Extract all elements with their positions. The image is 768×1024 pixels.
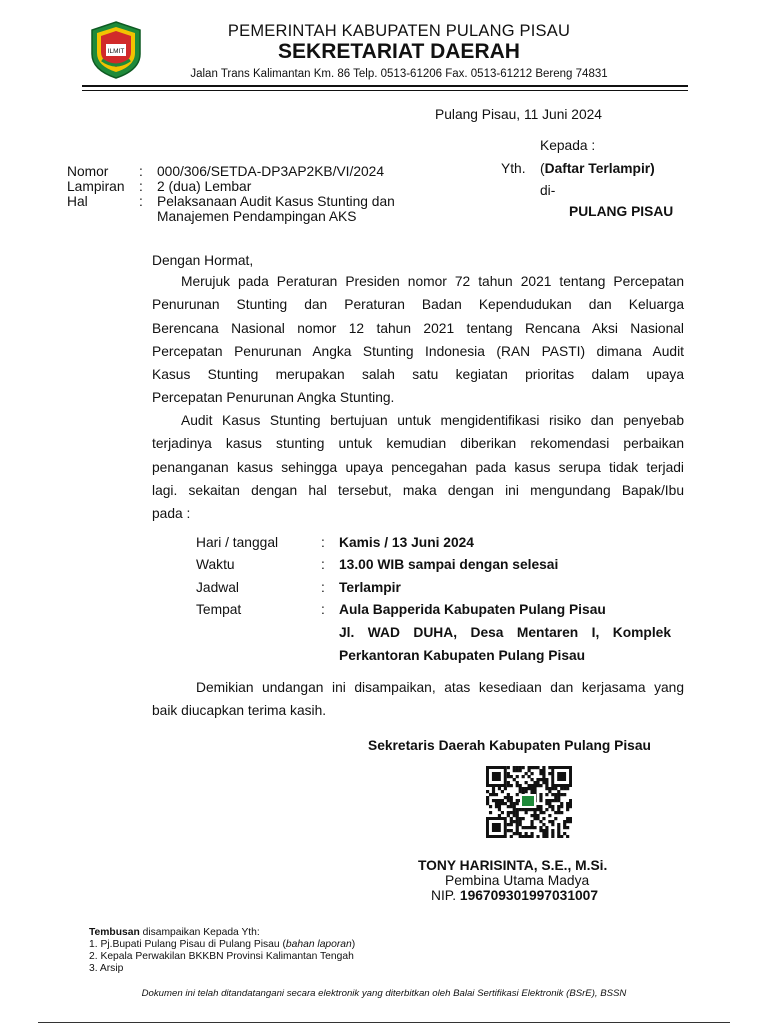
meta-hal-value-line2: Manajemen Pendampingan AKS bbox=[157, 209, 357, 224]
footer-rule bbox=[38, 1022, 730, 1023]
nip-label: NIP. bbox=[431, 888, 460, 903]
recipient-yth: Yth. bbox=[501, 161, 526, 176]
detail-date-label: Hari / tanggal bbox=[196, 535, 279, 550]
meta-hal-colon: : bbox=[139, 194, 143, 209]
cc-title-bold: Tembusan bbox=[89, 927, 140, 938]
letterhead-rule-thin bbox=[82, 90, 688, 91]
detail-venue-value: Aula Bapperida Kabupaten Pulang Pisau bbox=[339, 602, 606, 617]
meta-hal-label: Hal bbox=[67, 194, 88, 209]
detail-date-colon: : bbox=[321, 535, 325, 550]
detail-venue-address: Jl. WAD DUHA, Desa Mentaren I, Komplek bbox=[339, 625, 671, 640]
paragraph-1 bbox=[152, 270, 684, 410]
paragraph-2-line: pada : bbox=[152, 506, 191, 522]
recipient-di: di- bbox=[540, 183, 556, 198]
detail-time-label: Waktu bbox=[196, 557, 235, 572]
detail-date-value: Kamis / 13 Juni 2024 bbox=[339, 535, 474, 550]
cc-item-3: 3. Arsip bbox=[89, 963, 124, 974]
meta-lampiran-value: 2 (dua) Lembar bbox=[157, 179, 252, 194]
nip-value: 196709301997031007 bbox=[459, 888, 599, 903]
qr-code-icon bbox=[486, 766, 572, 838]
recipient-open-paren: ( bbox=[540, 161, 545, 176]
greeting: Dengan Hormat, bbox=[152, 253, 254, 268]
letterhead-office: SEKRETARIAT DAERAH bbox=[278, 40, 520, 63]
paragraph-1-line: Percepatan Penurunan Angka Stunting. bbox=[152, 390, 395, 406]
paragraph-2-line: lagi. sekaitan dengan hal tersebut, maka dengan ini mengundang Bapak/Ibu bbox=[152, 482, 684, 498]
letter-date: Pulang Pisau, 11 Juni 2024 bbox=[435, 107, 602, 122]
paragraph-1-line: Percepatan Penurunan Angka Stunting Indonesia (RAN PASTI) dimana Audit bbox=[152, 343, 684, 359]
paragraph-1-line: Berencana Nasional nomor 12 tahun 2021 tentang Rencana Aksi Nasional bbox=[152, 320, 684, 336]
cc-item-1-italic: bahan laporan bbox=[285, 939, 352, 950]
paragraph-2-line: Audit Kasus Stunting bertujuan untuk mengidentifikasi risiko dan penyebab bbox=[181, 413, 684, 428]
cc-item-1-text: 1. Pj.Bupati Pulang Pisau di Pulang Pisau ( bbox=[89, 939, 286, 950]
paragraph-2 bbox=[152, 409, 684, 525]
cc-item-2: 2. Kepala Perwakilan BKKBN Provinsi Kalimantan Tengah bbox=[89, 951, 354, 962]
meta-lampiran-colon: : bbox=[139, 179, 143, 194]
meta-nomor-label: Nomor bbox=[67, 164, 109, 179]
signatory-rank: Pembina Utama Madya bbox=[445, 873, 590, 888]
recipient-place: PULANG PISAU bbox=[569, 204, 674, 219]
paragraph-2-line: terjadinya kasus stunting untuk kemudian diberikan rekomendasi perbaikan bbox=[152, 436, 684, 452]
detail-schedule-colon: : bbox=[321, 580, 325, 595]
paragraph-1-line: Penurunan Stunting dan Peraturan Badan Kependudukan dan Keluarga bbox=[152, 297, 684, 313]
letterhead-address: Jalan Trans Kalimantan Km. 86 Telp. 0513-61206 Fax. 0513-61212 Bereng 74831 bbox=[190, 68, 608, 80]
paragraph-1-line: Kasus Stunting merupakan salah satu kegiatan prioritas dalam upaya bbox=[152, 367, 684, 383]
closing-line: baik diucapkan terima kasih. bbox=[152, 703, 327, 719]
paragraph-2-line: penanganan kasus sehingga upaya pencegahan pada kasus serupa tidak terjadi bbox=[152, 459, 684, 475]
signatory-name: TONY HARISINTA, S.E., M.Si. bbox=[418, 858, 608, 873]
emblem-text: ILMIT bbox=[107, 48, 125, 55]
cc-item-1 bbox=[89, 939, 355, 951]
cc-title bbox=[89, 927, 260, 939]
e-signature-footer: Dokumen ini telah ditandatangani secara elektronik yang diterbitkan oleh Balai Sertifikasi Elektronik (BSrE), BSSN bbox=[141, 988, 627, 999]
detail-time-colon: : bbox=[321, 557, 325, 572]
meta-nomor-value: 000/306/SETDA-DP3AP2KB/VI/2024 bbox=[157, 164, 385, 179]
detail-time-value: 13.00 WIB sampai dengan selesai bbox=[339, 557, 559, 572]
detail-venue-label: Tempat bbox=[196, 602, 242, 617]
closing-paragraph bbox=[152, 676, 684, 723]
recipient-list bbox=[540, 160, 655, 177]
cc-title-rest: disampaikan Kepada Yth: bbox=[139, 927, 260, 938]
detail-schedule-value: Terlampir bbox=[339, 580, 401, 595]
paragraph-1-line: Merujuk pada Peraturan Presiden nomor 72 tahun 2021 tentang Percepatan bbox=[181, 274, 684, 289]
letterhead-government: PEMERINTAH KABUPATEN PULANG PISAU bbox=[227, 22, 571, 40]
signatory-nip bbox=[431, 887, 598, 904]
detail-venue-colon: : bbox=[321, 602, 325, 617]
meta-hal-value: Pelaksanaan Audit Kasus Stunting dan bbox=[157, 194, 395, 209]
detail-venue-address-line2: Perkantoran Kabupaten Pulang Pisau bbox=[339, 648, 586, 663]
detail-schedule-label: Jadwal bbox=[196, 580, 239, 595]
meta-nomor-colon: : bbox=[139, 164, 143, 179]
recipient-list-text: Daftar Terlampir) bbox=[544, 161, 655, 176]
signature-title: Sekretaris Daerah Kabupaten Pulang Pisau bbox=[368, 738, 651, 753]
cc-item-1-close: ) bbox=[351, 939, 356, 950]
meta-lampiran-label: Lampiran bbox=[67, 179, 125, 194]
recipient-kepada: Kepada : bbox=[540, 138, 596, 153]
letterhead-rule-thick bbox=[82, 85, 688, 87]
closing-line: Demikian undangan ini disampaikan, atas kesediaan dan kerjasama yang bbox=[196, 680, 684, 695]
